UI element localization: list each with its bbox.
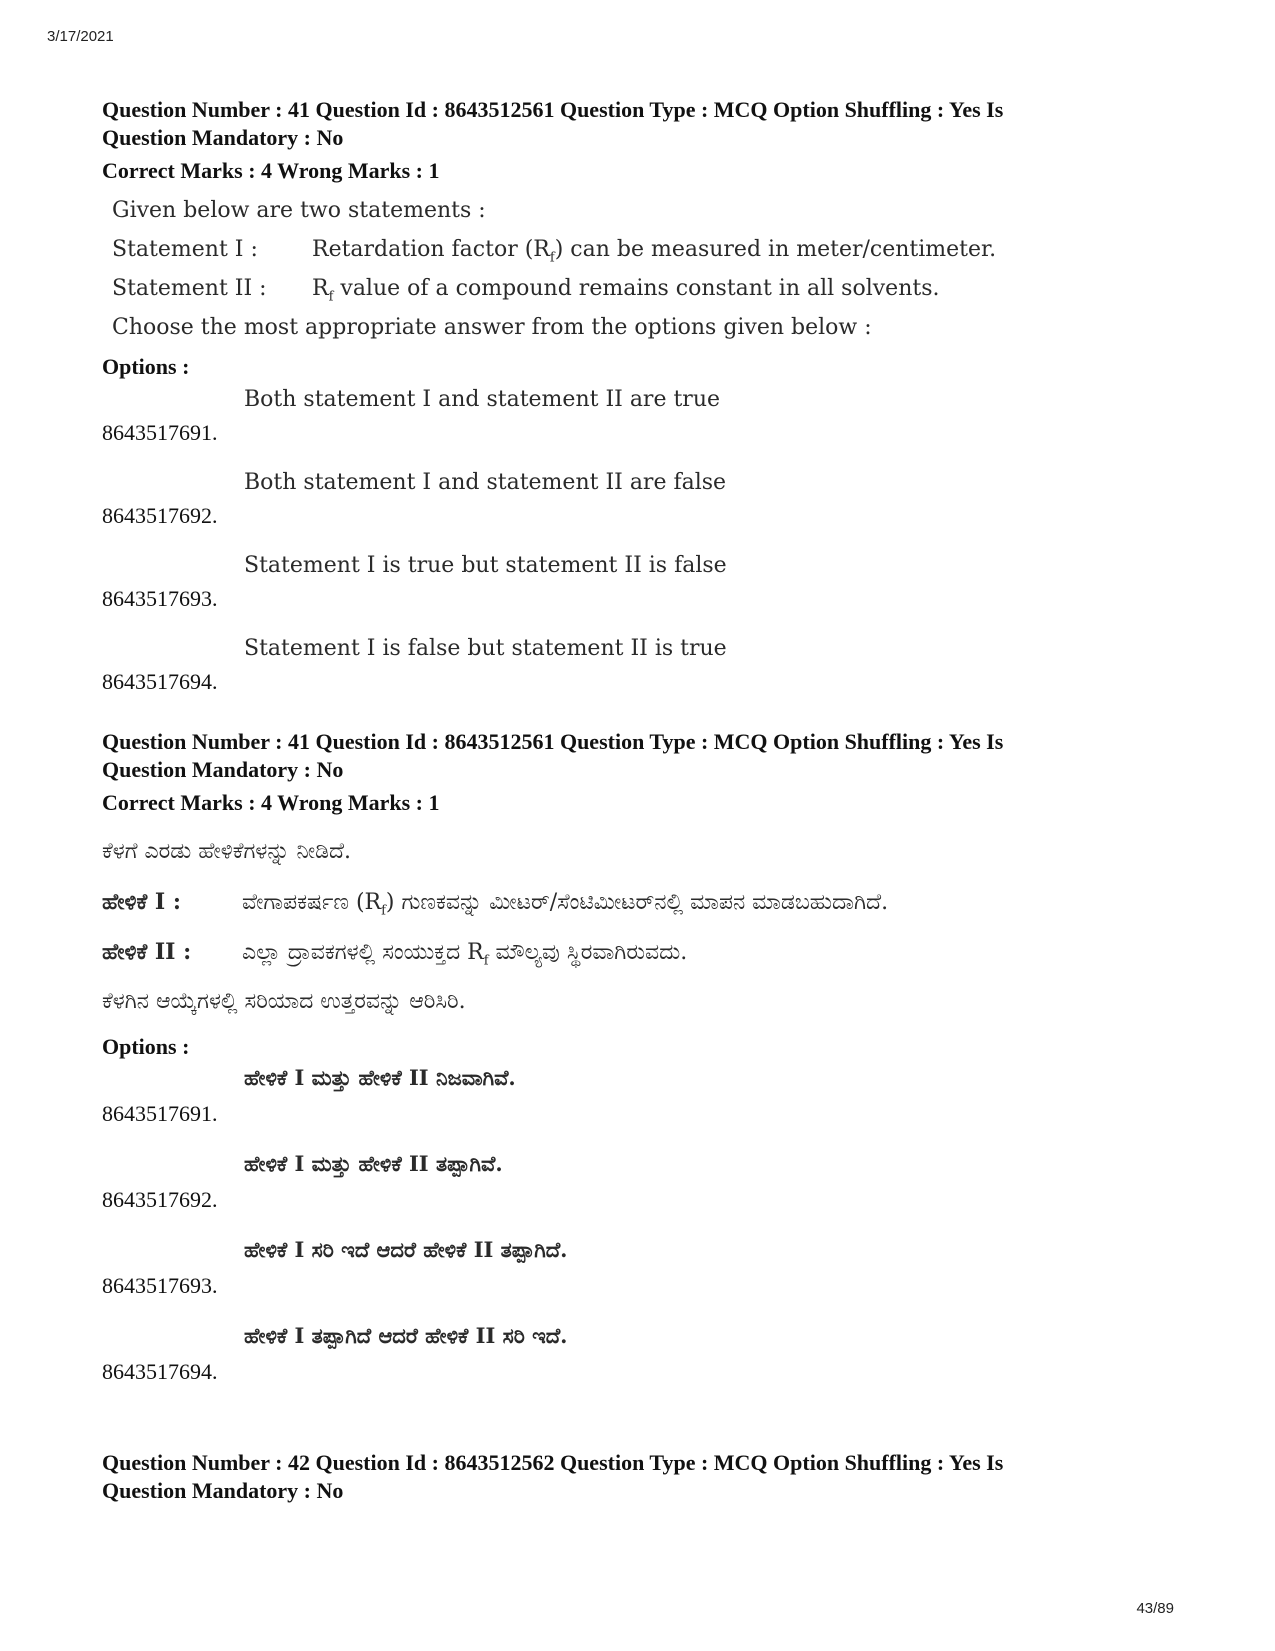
option-text: ಹೇಳಿಕೆ I ಮತ್ತು ಹೇಳಿಕೆ II ನಿಜವಾಗಿವೆ. [244,1065,516,1090]
question-text [102,191,1182,347]
statement-1-text-b: ) ಗುಣಕವನ್ನು ಮೀಟರ್/ಸೆಂಟಿಮೀಟರ್‌ನಲ್ಲಿ ಮಾಪನ ಮಾಡಬಹುದಾಗಿದೆ. [385,890,889,915]
option-id: 8643517693. [102,586,218,611]
options-label: Options : [102,354,190,379]
option-text: ಹೇಳಿಕೆ I ಮತ್ತು ಹೇಳಿಕೆ II ತಪ್ಪಾಗಿವೆ. [244,1151,503,1176]
statement-2-text-a: R [312,276,329,301]
options-label: Options : [102,1034,190,1059]
option-item [102,553,1182,636]
statement-1-text-a: ವೇಗಾಪಕರ್ಷಣ (R [242,890,382,915]
option-item [102,1237,1182,1323]
statement-1 [102,230,1182,269]
option-id: 8643517692. [102,503,218,528]
statement-1 [102,877,1182,927]
question-header-line2: Question Mandatory : No [102,125,344,150]
question-header-line2: Question Mandatory : No [102,1478,344,1503]
option-id: 8643517694. [102,669,218,694]
question-intro: ಕೆಳಗೆ ಎರಡು ಹೇಳಿಕೆಗಳನ್ನು ನೀಡಿದೆ. [102,839,352,864]
question-header-line1: Question Number : 41 Question Id : 8643512561 Question Type : MCQ Option Shuffling : Yes Is [102,729,1004,754]
statement-2-subscript: f [328,289,334,305]
question-intro: Given below are two statements : [112,198,486,223]
option-text: ಹೇಳಿಕೆ I ತಪ್ಪಾಗಿದೆ ಆದರೆ ಹೇಳಿಕೆ II ಸರಿ ಇದೆ. [244,1323,568,1348]
option-item [102,1323,1182,1409]
option-text: Both statement I and statement II are false [244,470,727,495]
statement-1-text-b: ) can be measured in meter/centimeter. [554,237,997,262]
option-id: 8643517693. [102,1273,218,1298]
statement-2 [102,927,1182,977]
question-header [102,728,1182,784]
statement-1-subscript: f [381,903,386,919]
question-header [102,96,1182,152]
question-header [102,1449,1182,1505]
option-id: 8643517691. [102,420,218,445]
statement-1-text-a: Retardation factor (R [312,237,550,262]
question-header-line2: Question Mandatory : No [102,757,344,782]
question-header-line1: Question Number : 42 Question Id : 8643512562 Question Type : MCQ Option Shuffling : Yes Is [102,1450,1004,1475]
question-block-42 [102,1449,1182,1505]
statement-2-text-a: ಎಲ್ಲಾ ದ್ರಾವಕಗಳಲ್ಲಿ ಸಂಯುಕ್ತದ R [242,940,484,965]
statement-1-label: ಹೇಳಿಕೆ I : [102,889,181,915]
option-item [102,636,1182,719]
option-item [102,470,1182,553]
question-block-41-english [102,96,1182,719]
statement-2-text-b: value of a compound remains constant in all solvents. [333,276,940,301]
option-text: Statement I is false but statement II is true [244,636,727,661]
option-item [102,1151,1182,1237]
statement-1-subscript: f [549,250,555,266]
question-instruction: ಕೆಳಗಿನ ಆಯ್ಕೆಗಳಲ್ಲಿ ಸರಿಯಾದ ಉತ್ತರವನ್ನು ಆರಿಸಿರಿ. [102,989,466,1014]
statement-2-label: Statement II : [112,276,267,301]
question-instruction: Choose the most appropriate answer from the options given below : [112,315,872,340]
question-header-line1: Question Number : 41 Question Id : 8643512561 Question Type : MCQ Option Shuffling : Yes Is [102,97,1004,122]
question-block-41-kannada [102,728,1182,1409]
option-text: Both statement I and statement II are true [244,387,721,412]
option-id: 8643517692. [102,1187,218,1212]
statement-1-label: Statement I : [112,237,258,262]
option-id: 8643517691. [102,1101,218,1126]
question-marks: Correct Marks : 4 Wrong Marks : 1 [102,158,440,183]
statement-2-text-b: ಮೌಲ್ಯವು ಸ್ಥಿರವಾಗಿರುವದು. [488,940,688,965]
option-text: Statement I is true but statement II is false [244,553,727,578]
option-id: 8643517694. [102,1359,218,1384]
statement-2-subscript: f [483,953,489,969]
page-number: 43/89 [1136,1600,1174,1617]
question-text [102,827,1182,1027]
statement-2 [102,269,1182,308]
question-marks: Correct Marks : 4 Wrong Marks : 1 [102,790,440,815]
statement-2-label: ಹೇಳಿಕೆ II : [102,939,192,965]
option-text: ಹೇಳಿಕೆ I ಸರಿ ಇದೆ ಆದರೆ ಹೇಳಿಕೆ II ತಪ್ಪಾಗಿದೆ. [244,1237,568,1262]
print-date: 3/17/2021 [47,28,114,45]
option-item [102,387,1182,470]
option-item [102,1065,1182,1151]
